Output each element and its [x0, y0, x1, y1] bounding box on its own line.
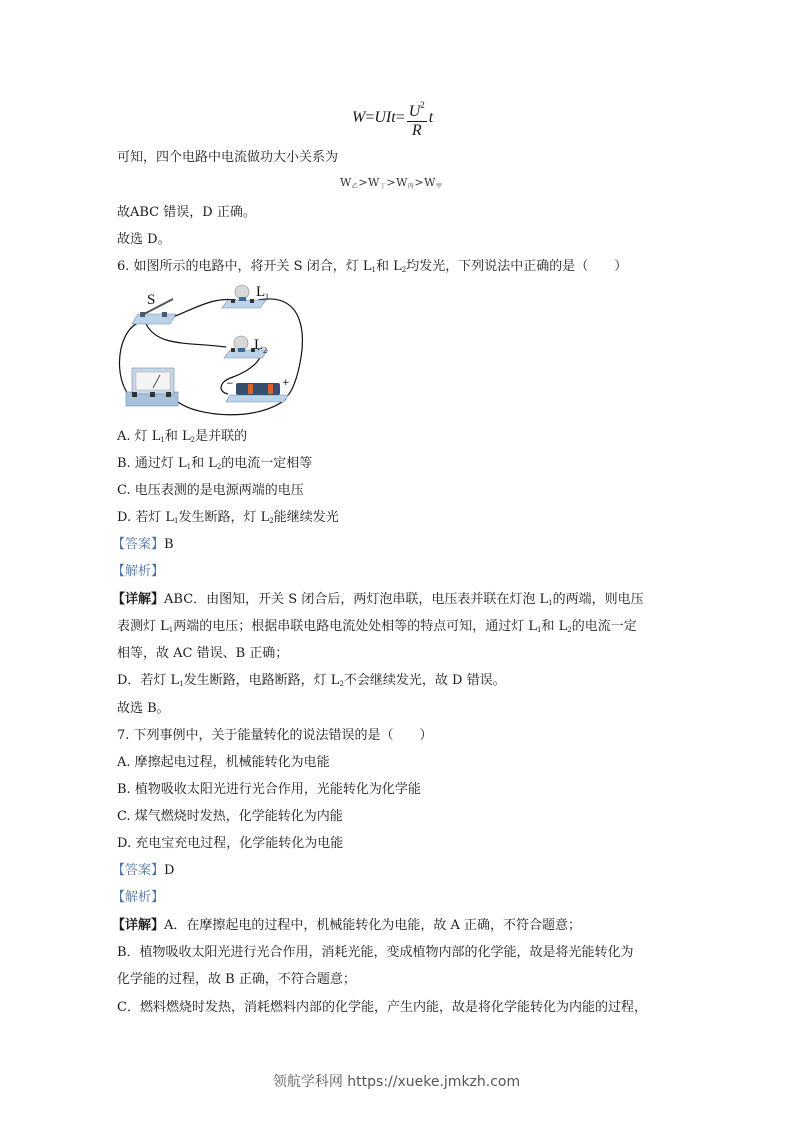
option-text: 发生断路，灯 L [178, 510, 270, 525]
detail-line-1 [112, 591, 644, 612]
subscript: 1 [160, 436, 165, 444]
q7-answer-line [112, 862, 174, 880]
analysis-tag [112, 563, 164, 581]
question-7-stem: 7. 下列事例中，关于能量转化的说法错误的是（ ） [117, 728, 433, 743]
denominator: R [411, 122, 422, 139]
stem-part: 6. 如图所示的电路中，将开关 S 闭合，灯 L [117, 259, 372, 274]
formula-fraction [407, 96, 427, 140]
switch-label: S [147, 292, 156, 308]
formula-equals: = [365, 109, 375, 126]
voltmeter-icon [126, 368, 178, 406]
detail-line-4 [117, 672, 506, 693]
answer-value: B [164, 537, 174, 552]
svg-text:L: L [256, 284, 266, 300]
formula-uit: UIt [374, 109, 396, 126]
option-c: C. 电压表测的是电源两端的电压 [117, 483, 304, 498]
power-formula [352, 96, 433, 140]
q7-detail-line-1 [112, 917, 581, 935]
w-sub: 丁 [379, 183, 387, 190]
subscript: 2 [216, 463, 222, 471]
option-text: 和 L [164, 429, 191, 444]
formula-equals: = [395, 109, 405, 126]
conclusion-text: 故ABC 错误，D 正确。 [117, 205, 256, 220]
gt: > [386, 176, 397, 189]
formula-w: W [352, 109, 366, 126]
w: W [396, 176, 408, 189]
work-comparison [340, 176, 442, 190]
detail-text: 的两端，则电压 [552, 592, 644, 607]
detail-text: 发生断路，电路断路，灯 L [183, 673, 340, 688]
q7-detail-line-3: 化学能的过程，故 B 正确，不符合题意； [117, 972, 356, 987]
detail-text: 两端的电压；根据串联电路电流处处相等的特点可知，通过灯 L [173, 619, 537, 634]
q7-option-a: A. 摩擦起电过程，机械能转化为电能 [117, 755, 330, 770]
subscript: 2 [567, 626, 572, 634]
answer-tag: 【答案】 [112, 537, 165, 552]
q7-option-d: D. 充电宝充电过程，化学能转化为电能 [117, 836, 344, 851]
option-text: 能继续发光 [273, 510, 339, 525]
subscript: 1 [168, 626, 174, 634]
subscript: 2 [190, 436, 196, 444]
analysis-label: 【解析】 [112, 564, 165, 579]
detail-text: A．在摩擦起电的过程中，机械能转化为电能，故 A 正确，不符合题意； [164, 918, 582, 933]
stem-part: 均发光，下列说法中正确的是（ ） [406, 259, 628, 274]
detail-text: 表测灯 L [117, 619, 169, 634]
w: W [340, 176, 352, 189]
detail-tag: 【详解】 [112, 592, 165, 607]
subscript: 1 [186, 463, 192, 471]
svg-text:2: 2 [263, 346, 267, 355]
intro-text: 可知，四个电路中电流做功大小关系为 [117, 150, 339, 165]
negative-terminal: − [226, 379, 234, 389]
detail-text: ABC．由图知，开关 S 闭合后，两灯泡串联，电压表并联在灯泡 L [164, 592, 549, 607]
detail-text: 的电流一定 [571, 619, 637, 634]
analysis-label: 【解析】 [112, 890, 165, 905]
gt: > [414, 176, 425, 189]
detail-text: 和 L [541, 619, 568, 634]
stem-part: 和 L [375, 259, 402, 274]
option-b [117, 455, 312, 476]
subscript: 1 [179, 680, 184, 688]
q7-option-c: C. 煤气燃烧时发热，化学能转化为内能 [117, 809, 343, 824]
subscript: 2 [401, 266, 407, 274]
w-sub: 丙 [407, 183, 415, 190]
exponent: 2 [420, 100, 425, 110]
subscript: 1 [548, 599, 553, 607]
q7-detail-line-4: C．燃料燃烧时发热，消耗燃料内部的化学能，产生内能，故是将化学能转化为内能的过程， [117, 1000, 647, 1015]
w: W [368, 176, 380, 189]
option-text: B. 通过灯 L [117, 456, 187, 471]
answer-line [112, 536, 174, 554]
w-sub: 甲 [435, 183, 443, 190]
gt: > [358, 176, 369, 189]
answer-value: D [164, 863, 175, 878]
w-sub: 乙 [351, 183, 359, 190]
option-text: 的电流一定相等 [221, 456, 313, 471]
subscript: 2 [339, 680, 344, 688]
footer-watermark: 领航学科网 https://xueke.jmkzh.com [272, 1074, 521, 1090]
svg-text:1: 1 [265, 292, 269, 301]
detail-line-2 [117, 618, 637, 639]
option-a [117, 428, 247, 449]
subscript: 1 [537, 626, 542, 634]
svg-text:L: L [254, 337, 264, 353]
subscript: 2 [269, 517, 274, 525]
question-6-stem [117, 258, 627, 279]
battery-icon [226, 383, 288, 402]
answer-tag: 【答案】 [112, 863, 165, 878]
q7-analysis-tag [112, 889, 164, 907]
q7-detail-line-2: B．植物吸收太阳光进行光合作用，消耗光能，变成植物内部的化学能，故是将光能转化为 [117, 945, 634, 960]
detail-tag: 【详解】 [112, 918, 165, 933]
circuit-diagram [118, 282, 308, 417]
detail-line-5: 故选 B。 [117, 701, 170, 716]
option-text: D. 若灯 L [117, 510, 174, 525]
detail-text: D．若灯 L [117, 673, 180, 688]
choice-text: 故选 D。 [117, 232, 171, 247]
positive-terminal: + [282, 378, 290, 388]
subscript: 1 [371, 266, 376, 274]
option-text: 和 L [191, 456, 217, 471]
numerator: U [408, 103, 421, 120]
detail-line-3: 相等，故 AC 错误、B 正确； [117, 646, 289, 661]
option-d [117, 509, 339, 530]
option-text: 是并联的 [195, 429, 248, 444]
option-text: A. 灯 L [117, 429, 161, 444]
q7-option-b: B. 植物吸收太阳光进行光合作用，光能转化为化学能 [117, 782, 421, 797]
w: W [424, 176, 436, 189]
formula-t: t [428, 109, 434, 126]
subscript: 1 [174, 517, 179, 525]
detail-text: 不会继续发光，故 D 错误。 [343, 673, 506, 688]
